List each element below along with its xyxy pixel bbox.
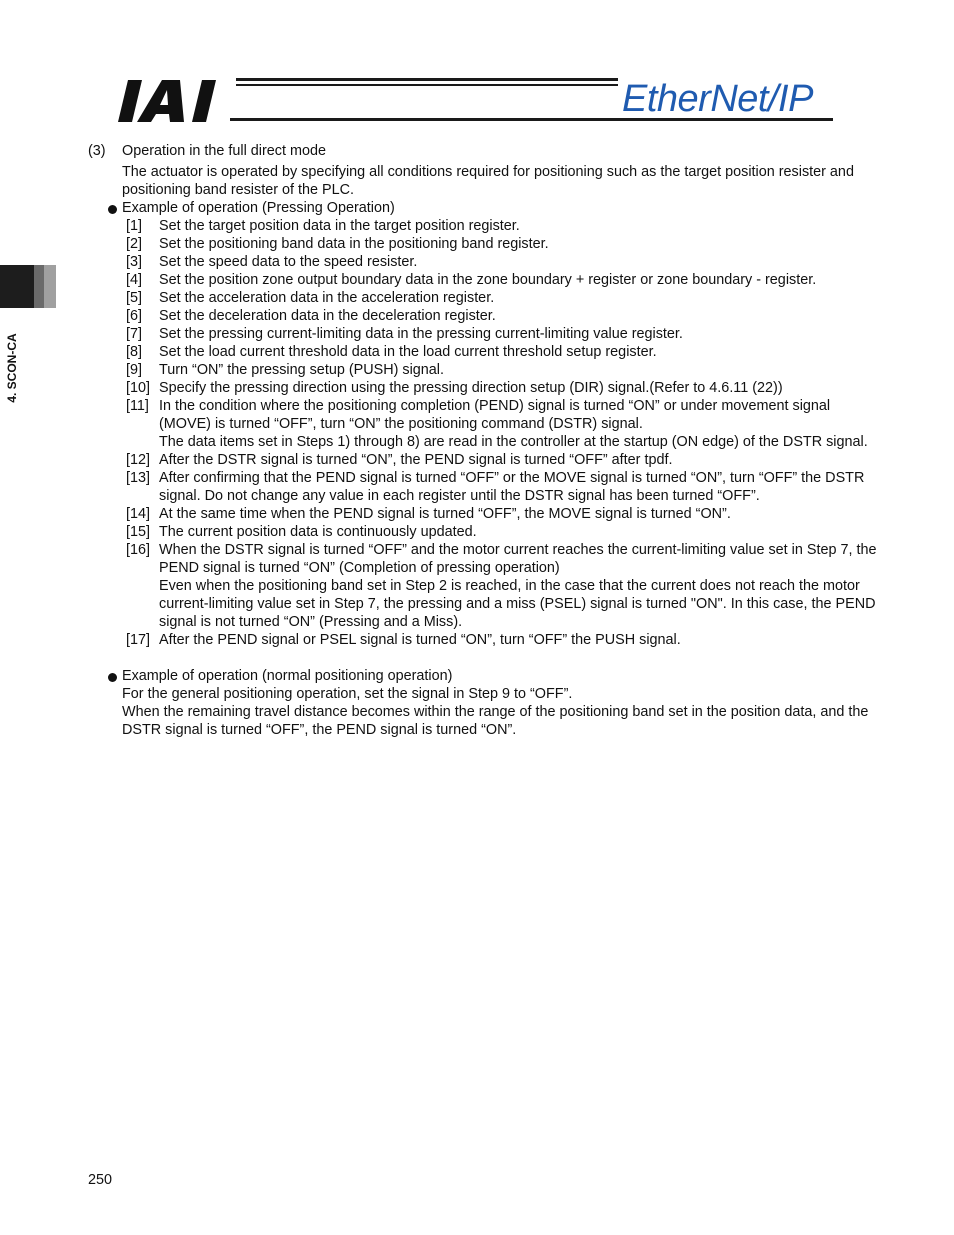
step-item: [6] Set the deceleration data in the deceleration register. bbox=[126, 308, 496, 324]
example-normal-line: When the remaining travel distance becomes within the range of the positioning band set in the position data, and the DSTR signal is turned “OFF”, the PEND signal is turned “ON”. bbox=[122, 704, 869, 738]
step-item: [14] At the same time when the PEND signal is turned “OFF”, the MOVE signal is turned “ON”. bbox=[126, 506, 731, 522]
section-number: (3) bbox=[88, 143, 106, 159]
step-item: [1] Set the target position data in the target position register. bbox=[126, 218, 520, 234]
page-number: 250 bbox=[88, 1172, 113, 1188]
header-rule-top bbox=[236, 78, 618, 81]
step-note: The data items set in Steps 1) through 8) are read in the controller at the startup (ON edge) of the DSTR signal. bbox=[159, 434, 868, 450]
section-heading bbox=[88, 142, 878, 160]
step-item: [8] Set the load current threshold data in the load current threshold setup register. bbox=[126, 344, 657, 360]
step-item: [15] The current position data is continuously updated. bbox=[126, 524, 477, 540]
chapter-tab bbox=[0, 265, 56, 308]
step-item: [17] After the PEND signal or PSEL signal is turned “ON”, turn “OFF” the PUSH signal. bbox=[126, 632, 681, 648]
bullet-icon bbox=[108, 205, 117, 214]
example-normal-line: For the general positioning operation, set the signal in Step 9 to “OFF”. bbox=[122, 686, 573, 702]
section-intro: The actuator is operated by specifying all conditions required for positioning such as the target position resister and positioning band resister of the PLC. bbox=[122, 164, 854, 198]
step-item: [3] Set the speed data to the speed resister. bbox=[126, 254, 418, 270]
header-rule-mid bbox=[236, 84, 618, 86]
step-item: [5] Set the acceleration data in the acceleration register. bbox=[126, 290, 495, 306]
chapter-tab-label: 4. SCON-CA bbox=[5, 333, 19, 403]
example-pressing-title: Example of operation (Pressing Operation) bbox=[88, 199, 878, 217]
ethernet-ip-brand: EtherNet/IP bbox=[622, 78, 813, 120]
step-item: [11] In the condition where the positioning completion (PEND) signal is turned “ON” or under movement signal (MOVE) is turned “OFF”, turn “ON” the positioning command (DSTR) signal. bbox=[126, 398, 831, 432]
step-item: [4] Set the position zone output boundary data in the zone boundary + register or zone boundary - register. bbox=[126, 272, 817, 288]
page-content bbox=[88, 142, 878, 739]
step-note: Even when the positioning band set in Step 2 is reached, in the case that the current does not reach the motor current-limiting value set in Step 7, the pressing and a miss (PSEL) signal is turned "ON". In this case, the PEND signal is not turned “ON” (Pressing and a Miss). bbox=[159, 578, 876, 630]
iai-logo bbox=[118, 80, 228, 122]
example-normal-title: Example of operation (normal positioning operation) bbox=[88, 667, 878, 685]
step-item: [16] When the DSTR signal is turned “OFF” and the motor current reaches the current-limiting value set in Step 7, the PEND signal is turned “ON” (Completion of pressing operation) bbox=[126, 542, 877, 576]
section-title: Operation in the full direct mode bbox=[122, 143, 326, 159]
step-item: [2] Set the positioning band data in the positioning band register. bbox=[126, 236, 549, 252]
step-item: [10] Specify the pressing direction using the pressing direction setup (DIR) signal.(Refer to 4.6.11 (22)) bbox=[126, 380, 783, 396]
step-item: [12] After the DSTR signal is turned “ON”, the PEND signal is turned “OFF” after tpdf. bbox=[126, 452, 673, 468]
bullet-icon bbox=[108, 673, 117, 682]
step-item: [9] Turn “ON” the pressing setup (PUSH) signal. bbox=[126, 362, 444, 378]
step-item: [7] Set the pressing current-limiting data in the pressing current-limiting value register. bbox=[126, 326, 683, 342]
step-item: [13] After confirming that the PEND signal is turned “OFF” or the MOVE signal is turned “ON”, turn “OFF” the DSTR signal. Do not change any value in each register until the DSTR signal has been turned “OFF”. bbox=[126, 470, 865, 504]
